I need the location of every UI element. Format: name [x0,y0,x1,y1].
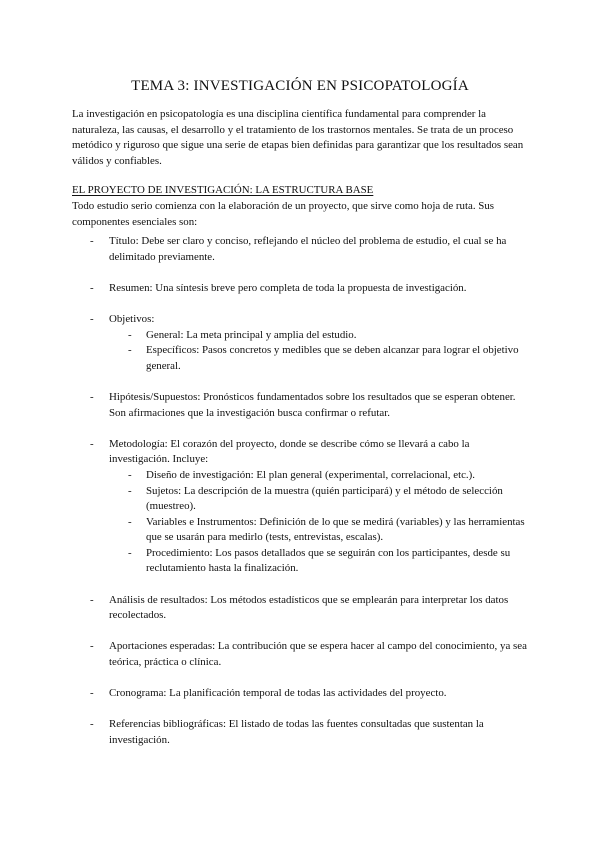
sublist-item-text: Variables e Instrumentos: Definición de lo que se medirá (variables) y las herramientas que se usarán para medirlo (tests, entrevistas, escalas). [146,515,525,544]
list-item-objetivos [72,312,532,374]
bullet-dash: - [90,437,94,450]
sublist-item-text: Procedimiento: Los pasos detallados que se seguirán con los participantes, desde su reclutamiento hasta la finalización. [146,546,511,575]
list-item-referencias [72,717,532,748]
list-item-metodologia [72,437,532,577]
bullet-dash: - [90,593,94,606]
list-item-text: Resumen: Una síntesis breve pero completa de toda la propuesta de investigación. [109,281,467,294]
sublist-item [109,343,532,374]
sublist-item-text: General: La meta principal y amplia del estudio. [146,328,357,341]
intro-paragraph: La investigación en psicopatología es una disciplina científica fundamental para comprender la naturaleza, las causas, el desarrollo y el tratamiento de los trastornos mentales. Se trata de un proceso metódico y riguroso que sigue una serie de etapas bien definidas para garantizar que los resultados sean válidos y confiables. [72,108,524,167]
bullet-dash: - [90,235,94,247]
list-item-aportaciones [72,639,532,670]
objetivos-sublist [109,328,532,375]
bullet-dash: - [90,640,94,653]
list-item-text: Metodología: El corazón del proyecto, donde se describe cómo se llevará a cabo la investigación. Incluye: [109,437,470,466]
sublist-item [109,328,532,344]
list-item-titulo [72,234,532,265]
sublist-item [109,546,532,577]
list-item-text: Título: Debe ser claro y conciso, reflejando el núcleo del problema de estudio, el cual se ha delimitado previamente. [109,235,507,263]
bullet-dash: - [90,687,94,700]
sublist-item [109,515,532,546]
bullet-dash: - [128,468,132,481]
sublist-item-text: Diseño de investigación: El plan general (experimental, correlacional, etc.). [146,468,476,481]
components-list [72,234,532,764]
list-item-text: Análisis de resultados: Los métodos estadísticos que se emplearán para interpretar los datos recolectados. [109,593,509,622]
metodologia-sublist [109,468,532,577]
section-intro-paragraph: Todo estudio serio comienza con la elaboración de un proyecto, que sirve como hoja de ruta. Sus componentes esenciales son: [72,200,495,228]
list-item-text: Objetivos: [109,312,155,325]
list-item-text: Aportaciones esperadas: La contribución que se espera hacer al campo del conocimiento, ya sea teórica, práctica o clínica. [109,640,527,669]
list-item-analisis [72,593,532,624]
list-item-text: Cronograma: La planificación temporal de todas las actividades del proyecto. [109,687,447,700]
list-item-text: Hipótesis/Supuestos: Pronósticos fundamentados sobre los resultados que se esperan obtener. Son afirmaciones que la investigación busca confirmar o refutar. [109,390,516,419]
list-item-cronograma [72,686,532,702]
list-item-hipotesis [72,390,532,421]
sublist-item [109,468,532,484]
bullet-dash: - [90,281,94,294]
page-title: TEMA 3: INVESTIGACIÓN EN PSICOPATOLOGÍA [131,78,469,94]
sublist-item [109,484,532,515]
bullet-dash: - [128,546,132,559]
bullet-dash: - [90,718,94,731]
bullet-dash: - [128,515,132,528]
sublist-item-text: Específicos: Pasos concretos y medibles que se deben alcanzar para lograr el objetivo general. [146,344,519,372]
section-heading: EL PROYECTO DE INVESTIGACIÓN: LA ESTRUCTURA BASE [72,184,374,196]
bullet-dash: - [128,328,132,341]
bullet-dash: - [90,390,94,403]
sublist-item-text: Sujetos: La descripción de la muestra (quién participará) y el método de selección (muestreo). [146,484,503,513]
list-item-resumen [72,281,532,297]
bullet-dash: - [128,484,132,497]
bullet-dash: - [90,312,94,325]
bullet-dash: - [128,344,132,357]
list-item-text: Referencias bibliográficas: El listado de todas las fuentes consultadas que sustentan la investigación. [109,718,484,746]
